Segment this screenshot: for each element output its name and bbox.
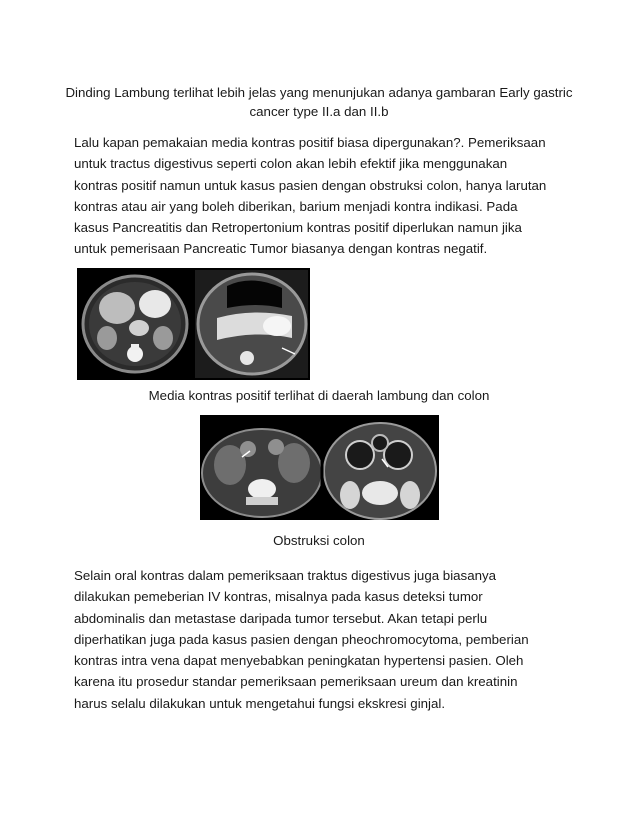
ct-scan-image-colon-obstruction xyxy=(200,415,439,520)
paragraph-iv-contrast: Selain oral kontras dalam pemeriksaan traktus digestivus juga biasanya dilakukan pemeberian IV kontras, misalnya pada kasus deteksi tumor abdominalis dan metastase daripada tumor tersebut. Akan tetapi perlu diperhatikan juga pada kasus pasien dengan pheochromocytoma, pemberian kontras intra vena dapat menyebabkan peningkatan hypertensi pasien. Oleh karena itu prosedur standar pemeriksaan pemeriksaan ureum dan kreatinin harus selalu dilakukan untuk mengetahui fungsi ekskresi ginjal. xyxy=(74,568,529,711)
ct-scan-right-image xyxy=(195,270,308,378)
ct-scan-right-image xyxy=(324,423,436,519)
top-caption: Dinding Lambung terlihat lebih jelas yang menunjukan adanya gambaran Early gastric cancer type II.a dan II.b xyxy=(65,85,573,119)
ct-scan-left-image xyxy=(83,276,187,372)
ct-scan-left-image xyxy=(202,429,322,517)
ct-scan-image-stomach-colon xyxy=(77,268,310,380)
paragraph-contrast-usage: Lalu kapan pemakaian media kontras positif biasa dipergunakan?. Pemeriksaan untuk tractus digestivus seperti colon akan lebih efektif jika menggunakan kontras positif namun untuk kasus pasien dengan obstruksi colon, hanya larutan kontras atau air yang boleh diberikan, barium menjadi kontra indikasi. Pada kasus Pancreatitis dan Retropertonium kontras positif diperlukan namun jika untuk pemerisaan Pancreatic Tumor biasanya dengan kontras negatif. xyxy=(74,135,547,257)
figure-2-caption: Obstruksi colon xyxy=(273,533,365,548)
figure-1-caption: Media kontras positif terlihat di daerah lambung dan colon xyxy=(148,388,490,403)
